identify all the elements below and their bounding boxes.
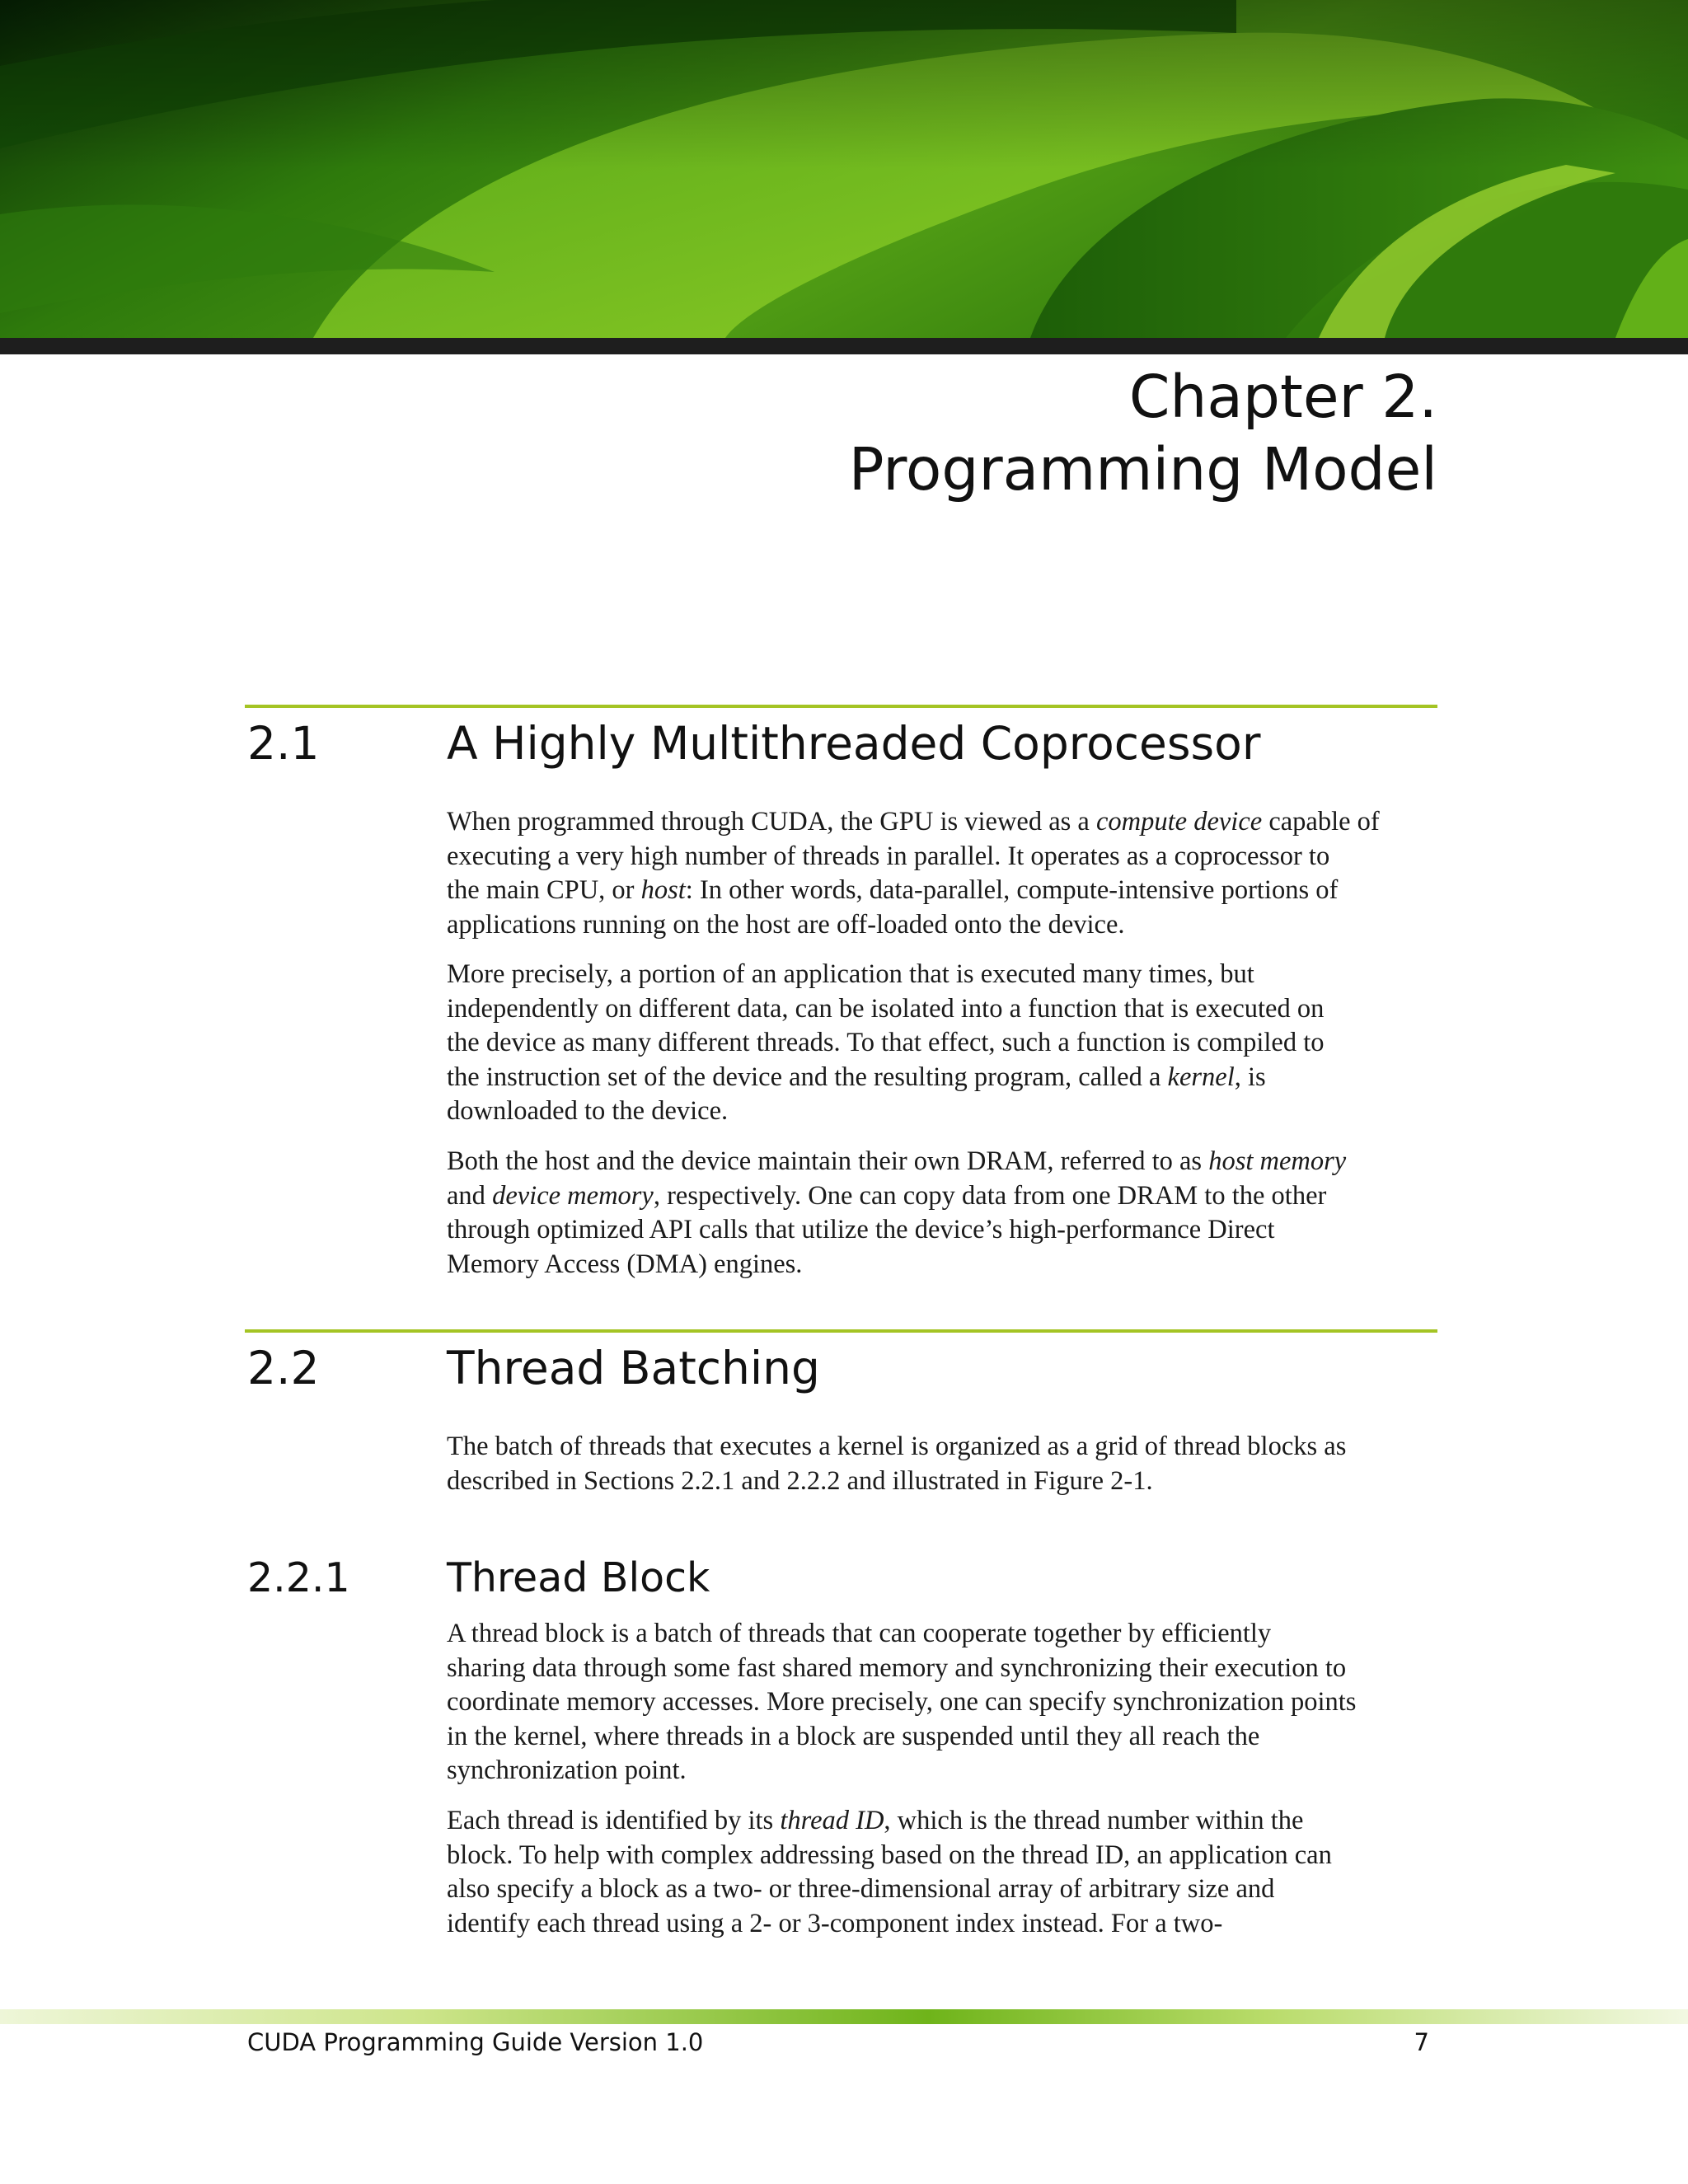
- section-title: A Highly Multithreaded Coprocessor: [447, 717, 1261, 770]
- subsection-number: 2.2.1: [247, 1554, 350, 1601]
- text-line: also specify a block as a two- or three-dimensional array of arbitrary size and: [447, 1874, 1275, 1904]
- text-line: More precisely, a portion of an application that is executed many times, but: [447, 959, 1254, 989]
- text-line: executing a very high number of threads in parallel. It operates as a coprocessor to: [447, 841, 1330, 871]
- text-line: downloaded to the device.: [447, 1096, 729, 1126]
- text-line: sharing data through some fast shared memory and synchronizing their execution to: [447, 1652, 1347, 1683]
- text-line: coordinate memory accesses. More precisely, one can specify synchronization points: [447, 1687, 1357, 1717]
- emphasized-term: compute device: [1095, 807, 1263, 837]
- text-line: identify each thread using a 2- or 3-component index instead. For a two-: [447, 1908, 1223, 1938]
- green-header-banner: [0, 0, 1688, 354]
- footer-document-title: CUDA Programming Guide Version 1.0: [247, 2028, 704, 2056]
- text-line: the instruction set of the device and the resulting program, called a kernel, is: [447, 1062, 1266, 1092]
- text-line: the device as many different threads. To that effect, such a function is compiled to: [447, 1028, 1325, 1057]
- paragraph: [447, 1430, 1444, 1498]
- paragraph: [447, 958, 1444, 1129]
- chapter-title: Programming Model: [848, 435, 1437, 504]
- section-number: 2.1: [247, 717, 320, 770]
- text-line: A thread block is a batch of threads that can cooperate together by efficiently: [447, 1619, 1272, 1648]
- paragraph: [447, 805, 1444, 942]
- text-line: synchronization point.: [447, 1755, 687, 1785]
- emphasized-term: device memory: [492, 1180, 654, 1211]
- text-line: independently on different data, can be isolated into a function that is executed on: [447, 993, 1325, 1024]
- text-line: block. To help with complex addressing based on the thread ID, an application can: [447, 1840, 1332, 1870]
- text-line: Both the host and the device maintain their own DRAM, referred to as host memory: [447, 1146, 1347, 1176]
- section-divider-2-2: [245, 1329, 1437, 1333]
- text-line: in the kernel, where threads in a block are suspended until they all reach the: [447, 1721, 1260, 1751]
- section-title: Thread Batching: [447, 1342, 820, 1394]
- subsection-title: Thread Block: [447, 1554, 710, 1601]
- section-divider-2-1: [245, 705, 1437, 708]
- chapter-number: Chapter 2.: [1128, 363, 1437, 431]
- emphasized-term: kernel: [1167, 1062, 1235, 1092]
- section-number: 2.2: [247, 1342, 320, 1394]
- text-line: and device memory, respectively. One can copy data from one DRAM to the other: [447, 1180, 1327, 1211]
- text-line: described in Sections 2.2.1 and 2.2.2 and illustrated in Figure 2-1.: [447, 1465, 1153, 1496]
- emphasized-term: host: [640, 875, 686, 905]
- emphasized-term: thread ID: [780, 1806, 884, 1835]
- paragraph: [447, 1804, 1444, 1941]
- emphasized-term: host memory: [1208, 1146, 1347, 1176]
- paragraph: [447, 1617, 1444, 1788]
- text-line: applications running on the host are off-loaded onto the device.: [447, 909, 1125, 940]
- text-line: The batch of threads that executes a kernel is organized as a grid of thread blocks as: [447, 1432, 1347, 1461]
- text-line: Each thread is identified by its thread ID, which is the thread number within the: [447, 1806, 1304, 1835]
- paragraph: [447, 1145, 1444, 1282]
- footer-gradient-bar: [0, 2009, 1688, 2024]
- text-line: through optimized API calls that utilize the device’s high-performance Direct: [447, 1215, 1275, 1244]
- chapter-heading: [849, 361, 1437, 506]
- text-line: the main CPU, or host: In other words, data-parallel, compute-intensive portions of: [447, 875, 1339, 905]
- text-line: Memory Access (DMA) engines.: [447, 1249, 803, 1279]
- text-line: When programmed through CUDA, the GPU is viewed as a compute device capable of: [447, 807, 1380, 837]
- footer-page-number: 7: [1414, 2028, 1429, 2056]
